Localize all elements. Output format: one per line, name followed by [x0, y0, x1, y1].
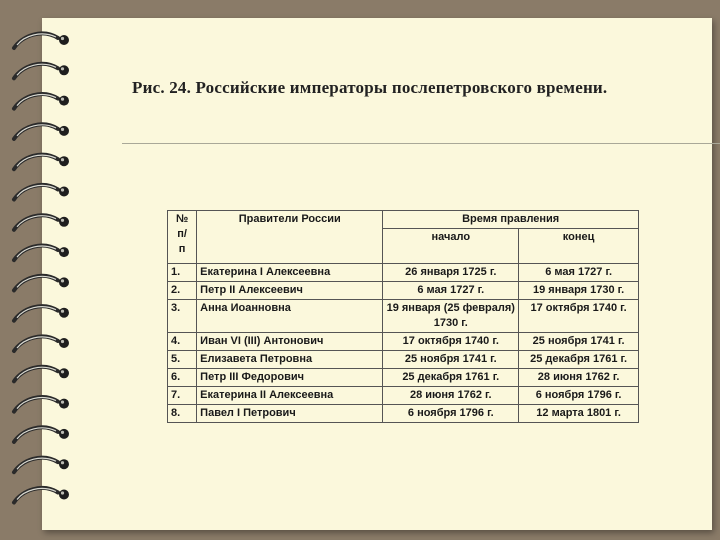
spiral-ring	[14, 367, 69, 382]
row-number: 4.	[168, 333, 197, 351]
ruler-name: Иван VI (III) Антонович	[197, 333, 383, 351]
rulers-table	[167, 210, 639, 423]
spiral-ring	[14, 64, 69, 79]
ruler-name: Петр II Алексеевич	[197, 282, 383, 300]
spiral-ring	[14, 427, 69, 442]
ruler-name: Екатерина II Алексеевна	[197, 387, 383, 405]
reign-start: 25 ноября 1741 г.	[383, 351, 519, 369]
reign-start: 19 января (25 февраля) 1730 г.	[383, 300, 519, 333]
spiral-ring	[14, 458, 69, 473]
reign-end: 6 ноября 1796 г.	[519, 387, 639, 405]
header-start: начало	[383, 229, 519, 264]
spiral-ring	[14, 276, 69, 291]
spiral-ring	[14, 155, 69, 170]
spiral-ring	[14, 33, 69, 48]
spiral-ring	[14, 185, 69, 200]
header-number-line: п	[178, 243, 186, 255]
reign-end: 25 декабря 1761 г.	[519, 351, 639, 369]
header-number-line: п/	[177, 228, 187, 240]
table-row	[168, 264, 639, 282]
ruler-name: Павел I Петрович	[197, 405, 383, 423]
ruler-name: Петр III Федорович	[197, 369, 383, 387]
spiral-ring	[14, 215, 69, 230]
reign-start: 17 октября 1740 г.	[383, 333, 519, 351]
reign-start: 6 ноября 1796 г.	[383, 405, 519, 423]
header-rulers: Правители России	[197, 211, 383, 264]
header-time: Время правления	[383, 211, 639, 229]
figure-title: Рис. 24. Российские императоры послепетровского времени.	[132, 78, 608, 97]
reign-start: 28 июня 1762 г.	[383, 387, 519, 405]
table-row	[168, 333, 639, 351]
table-row	[168, 387, 639, 405]
ruler-name: Анна Иоанновна	[197, 300, 383, 333]
row-number: 5.	[168, 351, 197, 369]
table-row	[168, 351, 639, 369]
reign-start: 25 декабря 1761 г.	[383, 369, 519, 387]
row-number: 1.	[168, 264, 197, 282]
row-number: 6.	[168, 369, 197, 387]
ruler-name: Елизавета Петровна	[197, 351, 383, 369]
divider-line	[122, 143, 720, 144]
reign-end: 17 октября 1740 г.	[519, 300, 639, 333]
table-row	[168, 405, 639, 423]
reign-end: 28 июня 1762 г.	[519, 369, 639, 387]
header-end: конец	[519, 229, 639, 264]
spiral-ring	[14, 246, 69, 261]
spiral-ring	[14, 397, 69, 412]
spiral-ring	[14, 94, 69, 109]
reign-end: 25 ноября 1741 г.	[519, 333, 639, 351]
row-number: 2.	[168, 282, 197, 300]
spiral-ring	[14, 488, 69, 503]
row-number: 7.	[168, 387, 197, 405]
notebook-page	[42, 18, 712, 530]
ruler-name: Екатерина I Алексеевна	[197, 264, 383, 282]
table-row	[168, 300, 639, 333]
row-number: 8.	[168, 405, 197, 423]
reign-start: 6 мая 1727 г.	[383, 282, 519, 300]
reign-start: 26 января 1725 г.	[383, 264, 519, 282]
header-number-line: №	[175, 213, 189, 225]
table-body	[168, 264, 639, 423]
table-row	[168, 282, 639, 300]
row-number: 3.	[168, 300, 197, 333]
spiral-ring	[14, 124, 69, 139]
header-number	[168, 211, 197, 264]
reign-end: 12 марта 1801 г.	[519, 405, 639, 423]
spiral-binding	[8, 20, 88, 520]
reign-end: 6 мая 1727 г.	[519, 264, 639, 282]
spiral-ring	[14, 336, 69, 351]
spiral-ring	[14, 306, 69, 321]
table-row	[168, 369, 639, 387]
table-header-row	[168, 211, 639, 229]
reign-end: 19 января 1730 г.	[519, 282, 639, 300]
